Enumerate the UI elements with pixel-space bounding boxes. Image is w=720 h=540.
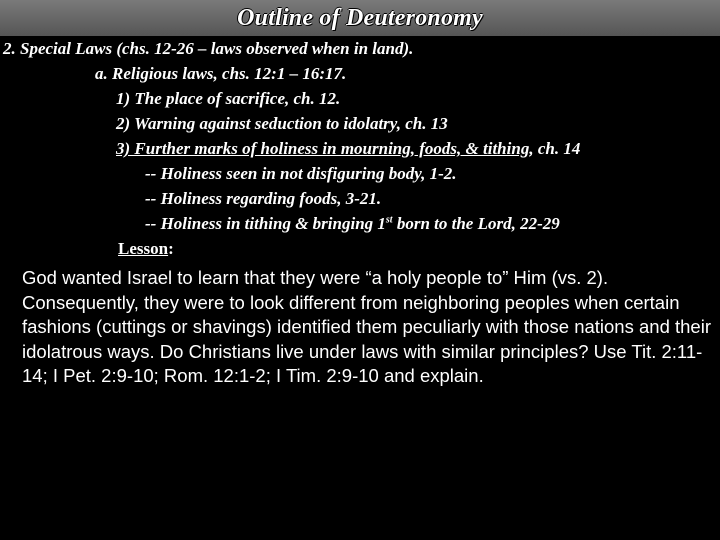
- lesson-label: [118, 236, 174, 261]
- outline-detail-3-post: born to the Lord, 22-29: [392, 214, 560, 233]
- outline-detail-1: -- Holiness seen in not disfiguring body, 1-2.: [145, 164, 457, 183]
- lesson-label-word: Lesson: [118, 239, 169, 258]
- outline-item-3: [116, 136, 580, 161]
- outline-heading: 2. Special Laws (chs. 12-26 – laws observed when in land).: [3, 39, 414, 58]
- outline-item-3-tail: , ch. 14: [529, 139, 581, 158]
- outline-sub-a: a. Religious laws, chs. 12:1 – 16:17.: [95, 64, 347, 83]
- slide-title: Outline of Deuteronomy: [237, 5, 483, 31]
- outline-detail-3-pre: -- Holiness in tithing & bringing 1: [145, 214, 386, 233]
- outline-detail-3: [145, 211, 560, 236]
- outline-item-3-underlined: 3) Further marks of holiness in mourning, foods, & tithing: [116, 139, 530, 158]
- lesson-paragraph: God wanted Israel to learn that they were “a holy people to” Him (vs. 2). Consequently, they were to look different from neighboring peoples when certain fashions (cuttings or shavings) identified them peculiarly with those nations and their idolatrous ways. Do Christians live under laws with similar principles? Use Tit. 2:11-14; I Pet. 2:9-10; Rom. 12:1-2; I Tim. 2:9-10 and explain.: [22, 267, 711, 386]
- outline-item-2: 2) Warning against seduction to idolatry, ch. 13: [116, 114, 448, 133]
- outline-detail-2: -- Holiness regarding foods, 3-21.: [145, 189, 382, 208]
- outline-item-1: 1) The place of sacrifice, ch. 12.: [116, 89, 341, 108]
- lesson-label-colon: :: [168, 239, 174, 258]
- title-bar: [0, 0, 720, 36]
- outline-detail-3-sup: st: [385, 214, 393, 226]
